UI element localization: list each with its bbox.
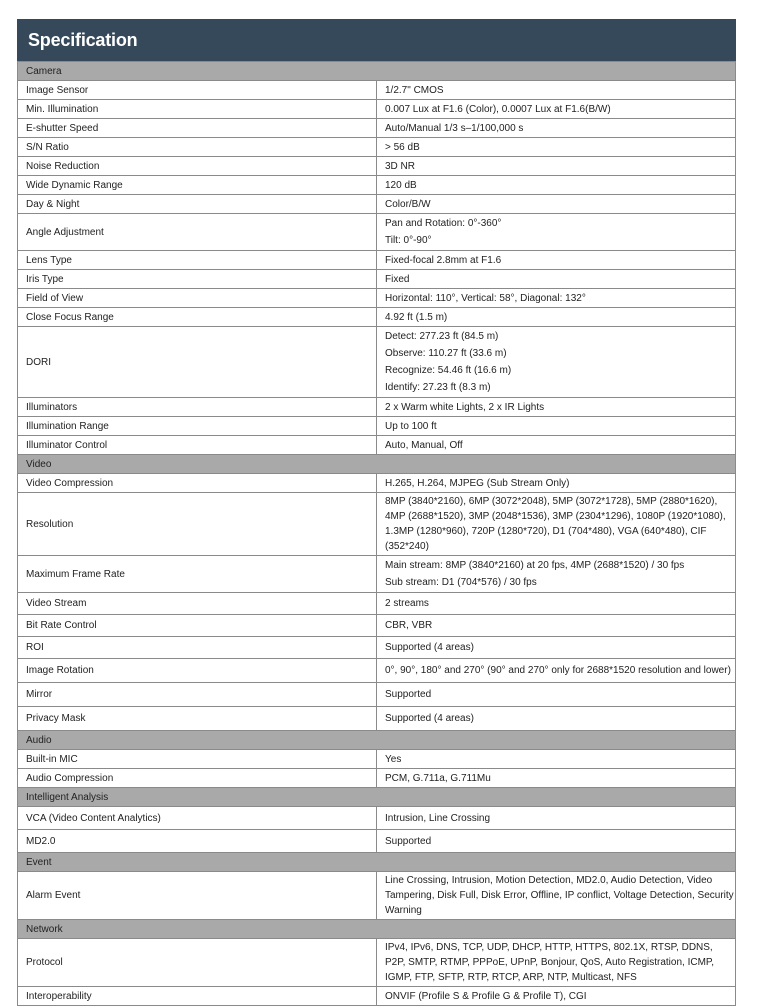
section-row-intelligent (18, 788, 736, 807)
row-label: DORI (18, 327, 377, 398)
table-row (18, 398, 736, 417)
row-label: Illumination Range (18, 417, 377, 436)
row-value: 2 x Warm white Lights, 2 x IR Lights (377, 398, 736, 417)
section-row-video (18, 455, 736, 474)
row-value: 4.92 ft (1.5 m) (377, 308, 736, 327)
table-row (18, 474, 736, 493)
row-label: Alarm Event (18, 872, 377, 920)
spec-sheet (17, 19, 736, 1006)
row-label: Image Rotation (18, 659, 377, 683)
row-value: Supported (4 areas) (377, 637, 736, 659)
row-value: Fixed-focal 2.8mm at F1.6 (377, 251, 736, 270)
table-row (18, 769, 736, 788)
value-line: Main stream: 8MP (3840*2160) at 20 fps, 4MP (2688*1520) / 30 fps (385, 560, 685, 571)
table-row (18, 830, 736, 853)
value-line: Pan and Rotation: 0°-360° (385, 218, 502, 229)
row-value (377, 214, 736, 251)
row-value: 120 dB (377, 176, 736, 195)
table-row (18, 659, 736, 683)
row-label: ROI (18, 637, 377, 659)
row-label: Illuminator Control (18, 436, 377, 455)
row-label: Image Sensor (18, 81, 377, 100)
row-label: Interoperability (18, 987, 377, 1006)
row-label: Built-in MIC (18, 750, 377, 769)
row-label: Maximum Frame Rate (18, 556, 377, 593)
table-row (18, 251, 736, 270)
table-row (18, 176, 736, 195)
row-label: Day & Night (18, 195, 377, 214)
row-value: H.265, H.264, MJPEG (Sub Stream Only) (377, 474, 736, 493)
row-label: Field of View (18, 289, 377, 308)
table-row (18, 939, 736, 987)
row-label: Wide Dynamic Range (18, 176, 377, 195)
row-value (377, 556, 736, 593)
row-value: Auto/Manual 1/3 s–1/100,000 s (377, 119, 736, 138)
row-label: Resolution (18, 493, 377, 556)
section-title: Audio (18, 731, 736, 750)
row-label: Min. Illumination (18, 100, 377, 119)
table-row (18, 436, 736, 455)
table-row (18, 417, 736, 436)
value-line: Sub stream: D1 (704*576) / 30 fps (385, 577, 537, 588)
row-value: Fixed (377, 270, 736, 289)
row-value: Intrusion, Line Crossing (377, 807, 736, 830)
table-row (18, 807, 736, 830)
row-label: VCA (Video Content Analytics) (18, 807, 377, 830)
row-label: Iris Type (18, 270, 377, 289)
page-title: Specification (28, 29, 138, 50)
row-value: 8MP (3840*2160), 6MP (3072*2048), 5MP (3072*1728), 5MP (2880*1620), 4MP (2688*1520), 3MP (2048*1536), 3MP (2304*1296), 1080P (1920*1080), 1.3MP (1280*960), 720P (1280*720), D1 (704*480), VGA (640*480), CIF (352*240) (377, 493, 736, 556)
spec-table (17, 61, 736, 1006)
section-row-event (18, 853, 736, 872)
row-value: 1/2.7" CMOS (377, 81, 736, 100)
row-value: Supported (4 areas) (377, 707, 736, 731)
table-row (18, 157, 736, 176)
row-value: Horizontal: 110°, Vertical: 58°, Diagonal: 132° (377, 289, 736, 308)
table-row (18, 750, 736, 769)
row-value: Auto, Manual, Off (377, 436, 736, 455)
row-label: Privacy Mask (18, 707, 377, 731)
row-value: PCM, G.711a, G.711Mu (377, 769, 736, 788)
table-row (18, 81, 736, 100)
row-value: > 56 dB (377, 138, 736, 157)
table-row (18, 615, 736, 637)
table-row (18, 270, 736, 289)
section-title: Video (18, 455, 736, 474)
table-row (18, 683, 736, 707)
table-row (18, 138, 736, 157)
table-row (18, 195, 736, 214)
table-row (18, 214, 736, 251)
row-value: IPv4, IPv6, DNS, TCP, UDP, DHCP, HTTP, HTTPS, 802.1X, RTSP, DDNS, P2P, SMTP, RTMP, PPPoE, UPnP, Bonjour, QoS, Auto Registration, ICMP, IGMP, FTP, SFTP, RTP, RTCP, ARP, NTP, Multicast, NFS (377, 939, 736, 987)
row-label: E-shutter Speed (18, 119, 377, 138)
table-row (18, 493, 736, 556)
row-value: 3D NR (377, 157, 736, 176)
section-title: Event (18, 853, 736, 872)
section-title: Intelligent Analysis (18, 788, 736, 807)
row-value: Supported (377, 683, 736, 707)
section-row-network (18, 920, 736, 939)
row-label: Audio Compression (18, 769, 377, 788)
row-label: Noise Reduction (18, 157, 377, 176)
row-value: 0°, 90°, 180° and 270° (90° and 270° only for 2688*1520 resolution and lower) (377, 659, 736, 683)
table-row (18, 707, 736, 731)
row-label: S/N Ratio (18, 138, 377, 157)
row-value: ONVIF (Profile S & Profile G & Profile T), CGI (377, 987, 736, 1006)
row-value: CBR, VBR (377, 615, 736, 637)
row-label: Bit Rate Control (18, 615, 377, 637)
row-label: Video Compression (18, 474, 377, 493)
row-value (377, 327, 736, 398)
row-label: Protocol (18, 939, 377, 987)
table-row (18, 872, 736, 920)
row-value: Supported (377, 830, 736, 853)
row-label: Lens Type (18, 251, 377, 270)
spec-header (17, 19, 736, 61)
table-row (18, 327, 736, 398)
row-label: Mirror (18, 683, 377, 707)
row-label: Video Stream (18, 593, 377, 615)
value-line: Recognize: 54.46 ft (16.6 m) (385, 365, 512, 376)
row-label: Close Focus Range (18, 308, 377, 327)
row-value: 2 streams (377, 593, 736, 615)
row-value: Up to 100 ft (377, 417, 736, 436)
section-row-camera (18, 62, 736, 81)
row-value: 0.007 Lux at F1.6 (Color), 0.0007 Lux at F1.6(B/W) (377, 100, 736, 119)
table-row (18, 556, 736, 593)
table-row (18, 308, 736, 327)
section-title: Camera (18, 62, 736, 81)
table-row (18, 593, 736, 615)
row-label: Angle Adjustment (18, 214, 377, 251)
table-row (18, 987, 736, 1006)
section-title: Network (18, 920, 736, 939)
table-row (18, 100, 736, 119)
row-label: MD2.0 (18, 830, 377, 853)
table-row (18, 289, 736, 308)
row-value: Color/B/W (377, 195, 736, 214)
value-line: Detect: 277.23 ft (84.5 m) (385, 331, 499, 342)
row-value: Yes (377, 750, 736, 769)
table-row (18, 637, 736, 659)
table-row (18, 119, 736, 138)
value-line: Identify: 27.23 ft (8.3 m) (385, 382, 491, 393)
section-row-audio (18, 731, 736, 750)
row-label: Illuminators (18, 398, 377, 417)
value-line: Tilt: 0°-90° (385, 235, 432, 246)
row-value: Line Crossing, Intrusion, Motion Detection, MD2.0, Audio Detection, Video Tampering, Disk Full, Disk Error, Offline, IP conflict, Voltage Detection, Security Warning (377, 872, 736, 920)
value-line: Observe: 110.27 ft (33.6 m) (385, 348, 507, 359)
